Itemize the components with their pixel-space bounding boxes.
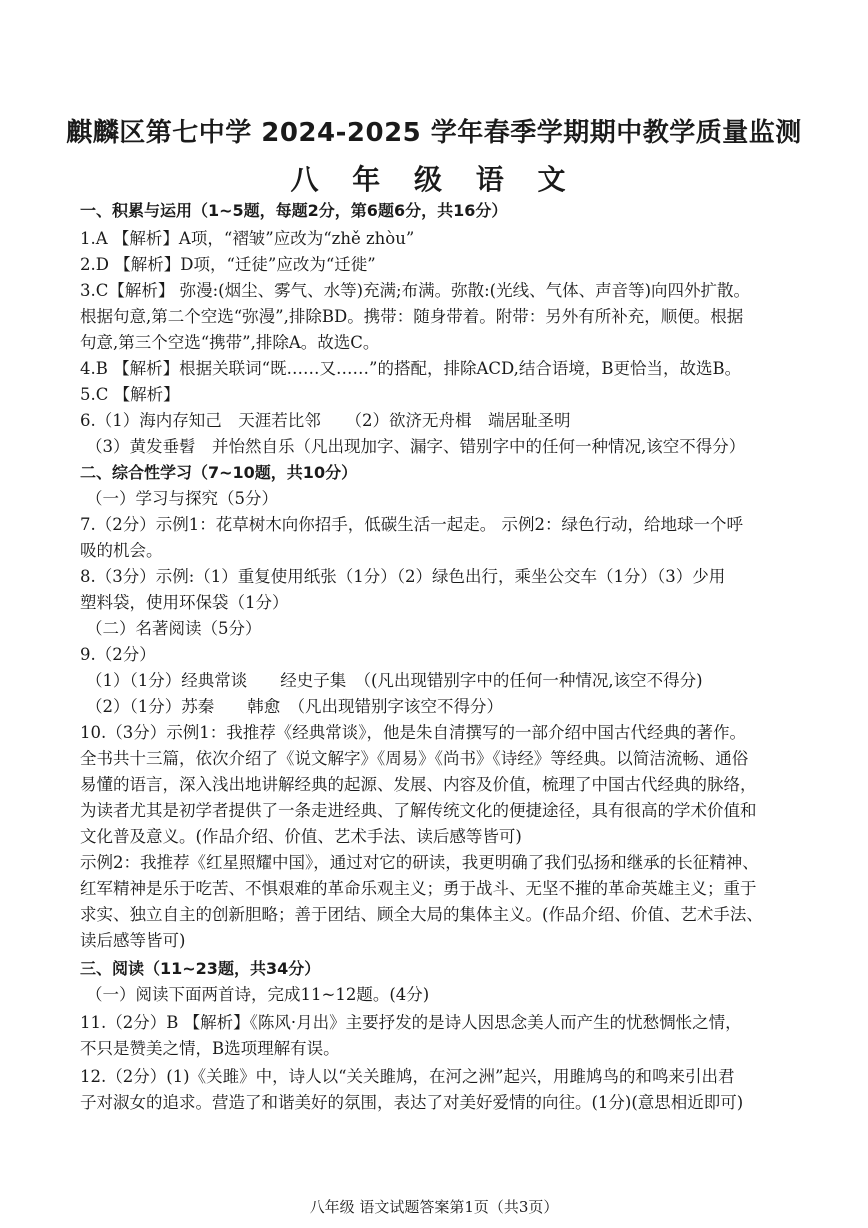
answer-line: 塑料袋，使用环保袋（1分）: [80, 593, 289, 612]
subsection-heading: （二）名著阅读（5分）: [86, 619, 262, 638]
answer-line: 红军精神是乐于吃苦、不惧艰难的革命乐观主义；勇于战斗、无坚不摧的革命英雄主义；重于: [80, 879, 757, 898]
answer-line: 吸的机会。: [80, 541, 163, 560]
answer-line: 为读者尤其是初学者提供了一条走进经典、了解传统文化的便捷途径，具有很高的学术价值和: [80, 801, 757, 820]
document-subtitle: 八 年 级 语 文: [290, 163, 578, 196]
answer-line: （3）黄发垂髫 并怡然自乐（凡出现加字、漏字、错别字中的任何一种情况,该空不得分）: [86, 437, 746, 456]
answer-line: 3.C【解析】 弥漫:(烟尘、雾气、水等)充满;布满。弥散:(光线、气体、声音等)向四外扩散。: [80, 281, 751, 300]
answer-line: 8.（3分）示例:（1）重复使用纸张（1分）（2）绿色出行，乘坐公交车（1分）（3）少用: [80, 567, 726, 586]
subsection-heading: （一）阅读下面两首诗，完成11~12题。(4分): [86, 985, 430, 1004]
answer-line: 易懂的语言，深入浅出地讲解经典的起源、发展、内容及价值，梳理了中国古代经典的脉络，: [80, 775, 757, 794]
answer-line: 1.A 【解析】A项，“褶皱”应改为“zhě zhòu”: [80, 229, 415, 248]
answer-line: （2）（1分）苏秦 韩愈 （凡出现错别字该空不得分）: [86, 697, 503, 716]
answer-line: 子对淑女的追求。营造了和谐美好的氛围，表达了对美好爱情的向往。(1分)(意思相近即可): [80, 1093, 744, 1112]
answer-line: 求实、独立自主的创新胆略；善于团结、顾全大局的集体主义。(作品介绍、价值、艺术手法、: [80, 905, 763, 924]
answer-line: 4.B 【解析】根据关联词“既……又……”的搭配，排除ACD,结合语境，B更恰当，故选B。: [80, 359, 742, 378]
answer-line: 根据句意,第二个空选“弥漫”,排除BD。携带：随身带着。附带：另外有所补充，顺便。根据: [80, 307, 744, 326]
section-heading: 三、阅读（11~23题，共34分）: [80, 959, 321, 978]
answer-line: （1）（1分）经典常谈 经史子集 （(凡出现错别字中的任何一种情况,该空不得分): [86, 671, 703, 690]
answer-line: 9.（2分）: [80, 645, 156, 664]
answer-line: 全书共十三篇，依次介绍了《说文解字》《周易》《尚书》《诗经》等经典。以简洁流畅、通俗: [80, 749, 749, 768]
page-footer: 八年级 语文试题答案第1页（共3页）: [309, 1198, 559, 1216]
answer-line: 读后感等皆可): [80, 931, 186, 950]
document-title: 麒麟区第七中学 2024-2025 学年春季学期期中教学质量监测: [66, 118, 802, 148]
answer-line: 10.（3分）示例1：我推荐《经典常谈》，他是朱自清撰写的一部介绍中国古代经典的著作。: [80, 723, 746, 742]
answer-line: 2.D 【解析】D项，“迁徒”应改为“迁徙”: [80, 255, 376, 274]
answer-line: 7.（2分）示例1：花草树木向你招手，低碳生活一起走。 示例2：绿色行动，给地球一个呼: [80, 515, 743, 534]
answer-line: 文化普及意义。(作品介绍、价值、艺术手法、读后感等皆可): [80, 827, 522, 846]
answer-line: 句意,第三个空选“携带”,排除A。故选C。: [80, 333, 380, 352]
answer-line: 12.（2分）(1)《关雎》中，诗人以“关关雎鸠，在河之洲”起兴，用雎鸠鸟的和鸣来引出君: [80, 1067, 735, 1086]
answer-line: 不只是赞美之情，B选项理解有误。: [80, 1039, 340, 1058]
section-heading: 一、积累与运用（1~5题，每题2分，第6题6分，共16分）: [80, 201, 508, 220]
answer-line: 5.C 【解析】: [80, 385, 180, 404]
answer-line: 11.（2分）B 【解析】《陈风·月出》主要抒发的是诗人因思念美人而产生的忧愁惆怅之情，: [80, 1013, 742, 1032]
answer-line: 示例2：我推荐《红星照耀中国》，通过对它的研读，我更明确了我们弘扬和继承的长征精神、: [80, 853, 759, 872]
answer-line: 6.（1）海内存知己 天涯若比邻 （2）欲济无舟楫 端居耻圣明: [80, 411, 571, 430]
section-heading: 二、综合性学习（7~10题，共10分）: [80, 463, 358, 482]
subsection-heading: （一）学习与探究（5分）: [86, 489, 278, 508]
